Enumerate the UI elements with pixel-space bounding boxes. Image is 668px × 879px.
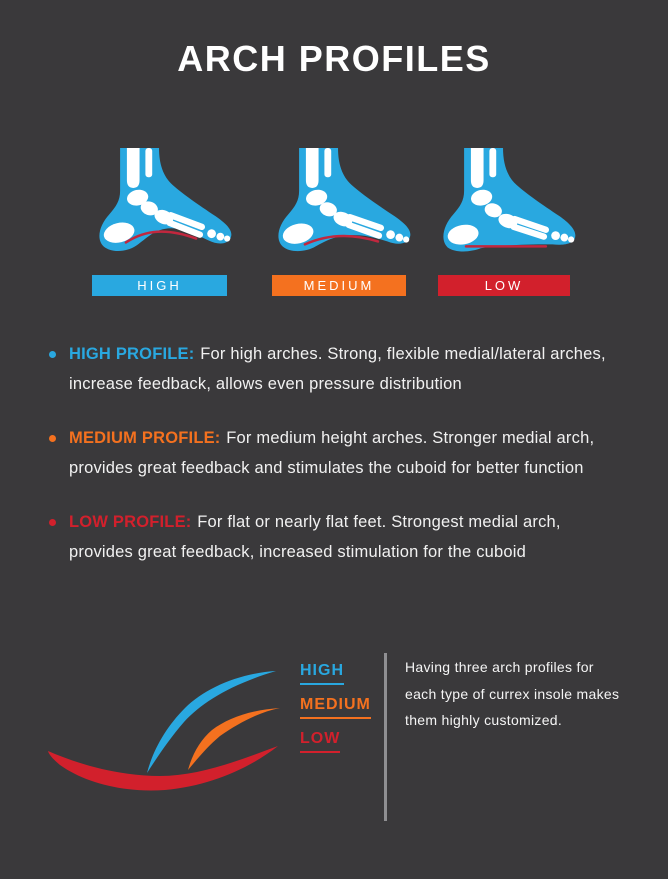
bullet-heading: HIGH PROFILE: — [69, 345, 195, 363]
legend-label-low: LOW — [300, 730, 340, 753]
bullet-text: For flat or nearly flat feet. Strongest medial arch, provides great feedback, increased stimulation for the cuboid — [69, 513, 561, 561]
legend-caption — [405, 654, 660, 734]
caption-line: them highly customized. — [405, 712, 563, 728]
label-bar-high: HIGH — [92, 275, 227, 296]
bullet-heading: LOW PROFILE: — [69, 513, 192, 531]
caption-line: each type of currex insole makes — [405, 685, 620, 702]
foot-skeleton-high-arch-icon — [87, 148, 233, 260]
bullet-text: For medium height arches. Stronger medial arch, provides great feedback and stimulates the cuboid for better function — [69, 429, 595, 477]
foot-skeleton-low-arch-icon — [431, 148, 577, 260]
label-bar-low: LOW — [438, 275, 570, 296]
bullet-heading: MEDIUM PROFILE: — [69, 429, 221, 447]
profile-column-low — [438, 148, 570, 296]
profile-column-medium — [272, 148, 406, 296]
caption-line: Having three arch profiles for — [405, 659, 594, 675]
label-bar-medium: MEDIUM — [272, 275, 406, 296]
legend-label-high: HIGH — [300, 662, 344, 685]
bullet-text: For high arches. Strong, flexible medial/lateral arches, increase feedback, allows even pressure distribution — [69, 345, 606, 393]
foot-skeleton-medium-arch-icon — [266, 148, 412, 260]
page-title: ARCH PROFILES — [177, 38, 491, 79]
three-arch-curves-icon — [20, 650, 310, 820]
vertical-divider — [384, 653, 387, 821]
bullet-low-profile — [48, 507, 613, 567]
profile-column-high — [92, 148, 227, 296]
bullet-medium-profile — [48, 423, 613, 483]
legend-label-medium: MEDIUM — [300, 696, 371, 719]
bullet-high-profile — [48, 339, 613, 399]
profile-descriptions — [48, 339, 613, 591]
